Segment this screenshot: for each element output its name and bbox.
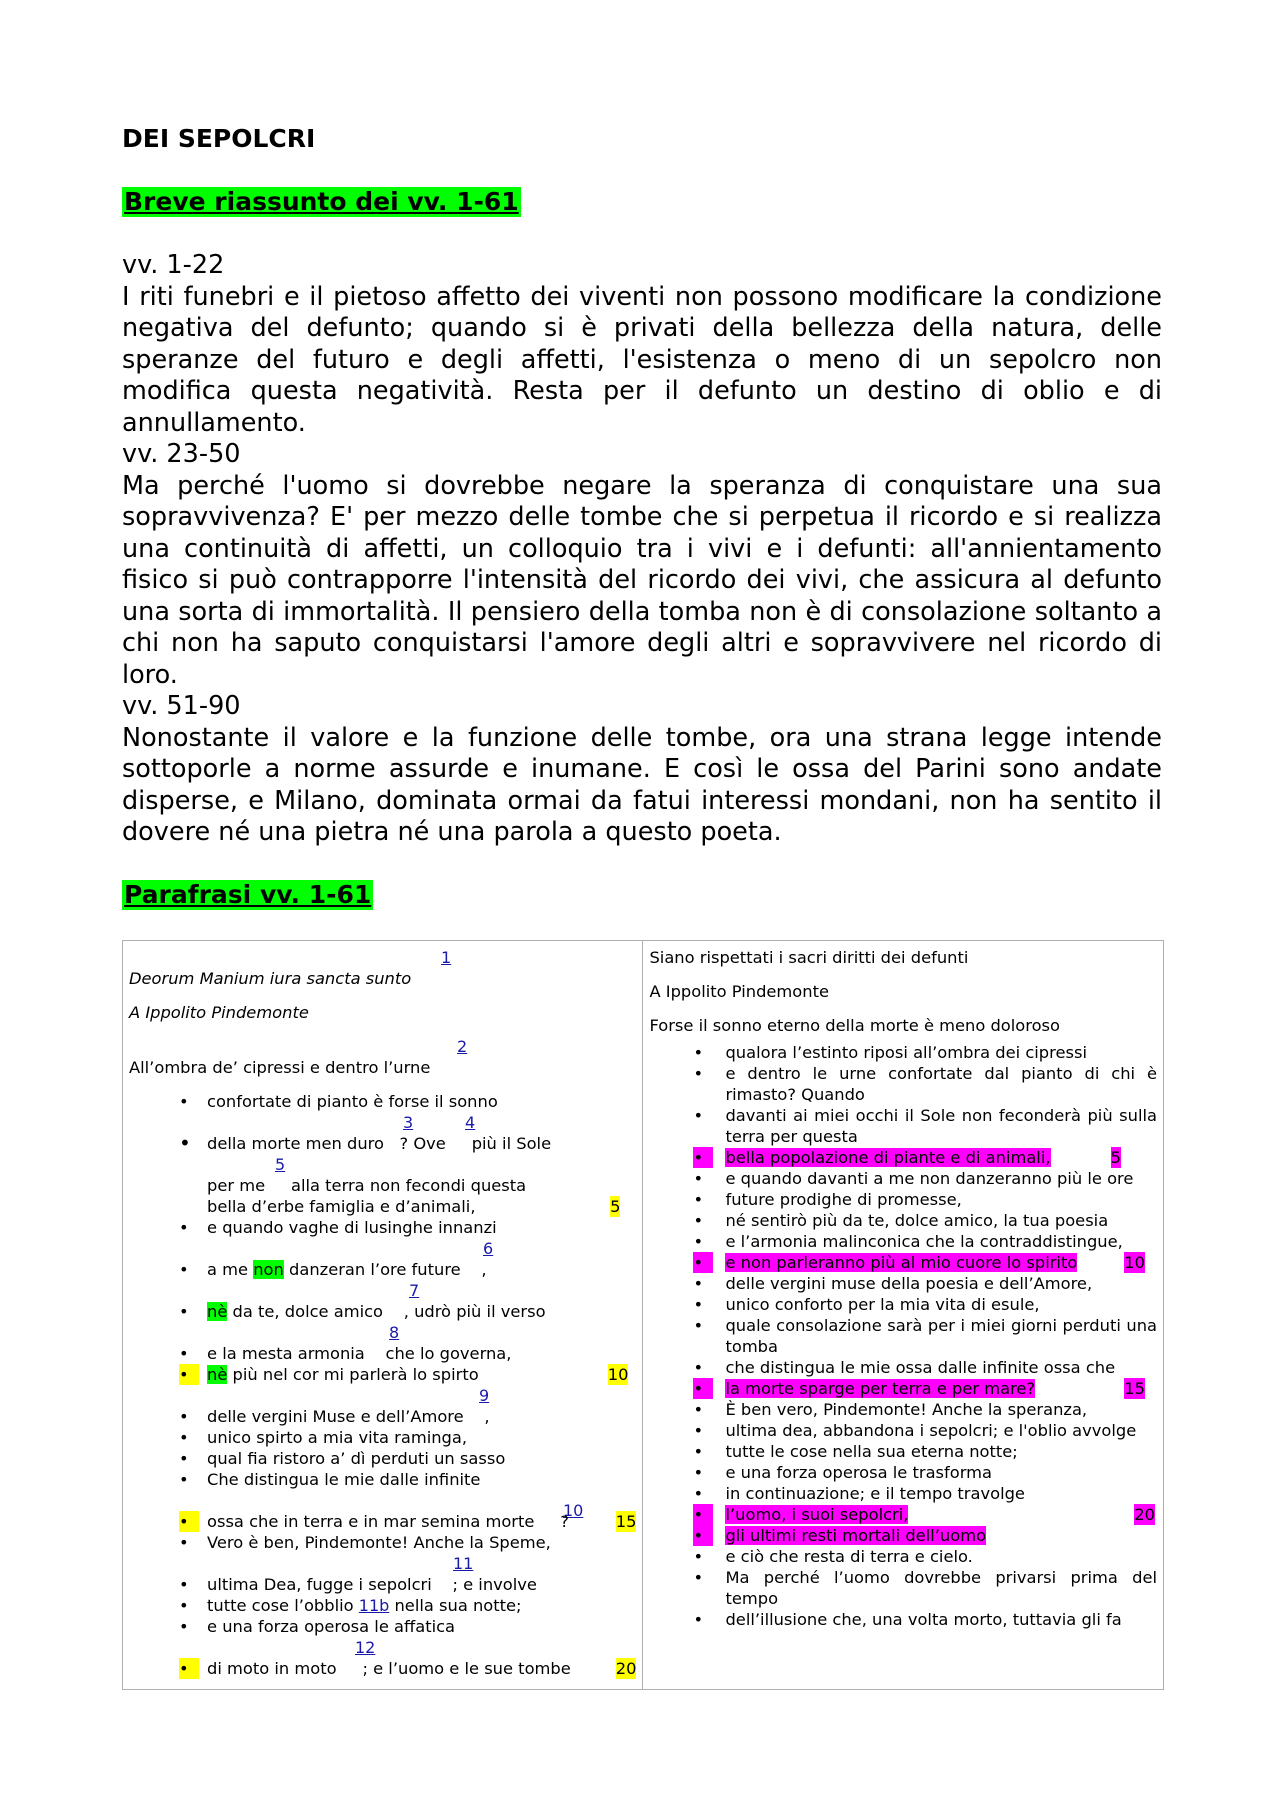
paraphrase-item: • che distingua le mie ossa dalle infinite ossa che bbox=[693, 1358, 1116, 1377]
footnote-row: 3 4 bbox=[403, 1113, 476, 1132]
footnote-row: 12 bbox=[355, 1638, 376, 1657]
verse-line: • confortate di pianto è forse il sonno bbox=[179, 1092, 498, 1111]
paraphrase-item: • e una forza operosa le trasforma bbox=[693, 1463, 992, 1482]
summary-paragraph: Nonostante il valore e la funzione delle tombe, ora una strana legge intende sottoporle a norme assurde e inumane. E così le ossa del Parini sono andate disperse, e Milano, dominata ormai da fatui interessi mondani, non ha sentito il dovere né una pietra né una parola a questo poeta. bbox=[122, 722, 1162, 847]
verse-range: vv. 51-90 bbox=[122, 691, 241, 721]
footnote-link[interactable]: 2 bbox=[457, 1037, 468, 1056]
verse-line: • e una forza operosa le affatica bbox=[179, 1617, 456, 1636]
paraphrase-item: • Ma perché l’uomo dovrebbe privarsi prima del tempo bbox=[693, 1568, 1157, 1608]
paraphrase-line: Siano rispettati i sacri diritti dei defunti bbox=[649, 948, 969, 967]
footnote-row: 8 bbox=[389, 1323, 400, 1342]
paraphrase-item: • né sentirò più da te, dolce amico, la tua poesia bbox=[693, 1211, 1109, 1230]
parafrasi-heading: Parafrasi vv. 1-61 bbox=[124, 880, 372, 909]
paraphrase-item: • dell’illusione che, una volta morto, tuttavia gli fa bbox=[693, 1610, 1122, 1629]
paraphrase-item: • e dentro le urne confortate dal pianto di chi è rimasto? Quando bbox=[693, 1064, 1157, 1104]
paraphrase-item: • e non parleranno più al mio cuore lo spirito 10 bbox=[693, 1253, 1145, 1272]
line-number: 5 bbox=[1110, 1148, 1121, 1167]
verse-line: per me alla terra non fecondi questa bbox=[207, 1176, 527, 1195]
verse-line: • nè più nel cor mi parlerà lo spirto 10 bbox=[179, 1365, 629, 1384]
verse-line: • della morte men duro ? Ove più il Sole bbox=[179, 1131, 552, 1155]
paraphrase-item: • bella popolazione di piante e di animali, 5 bbox=[693, 1148, 1121, 1167]
paraphrase-line: Forse il sonno eterno della morte è meno doloroso bbox=[649, 1016, 1060, 1035]
line-number: 20 bbox=[1134, 1505, 1155, 1524]
paraphrase-item: • quale consolazione sarà per i miei giorni perduti una tomba bbox=[693, 1316, 1157, 1356]
footnote-row: 6 bbox=[483, 1239, 494, 1258]
footnote-row: 10 bbox=[563, 1501, 584, 1520]
verse-line: • unico spirto a mia vita raminga, bbox=[179, 1428, 468, 1447]
paraphrase-item: • davanti ai miei occhi il Sole non feconderà più sulla terra per questa bbox=[693, 1106, 1157, 1146]
document-title: DEI SEPOLCRI bbox=[122, 124, 316, 153]
paraphrase-item: • qualora l’estinto riposi all’ombra dei cipressi bbox=[693, 1043, 1087, 1062]
paraphrase-item: • È ben vero, Pindemonte! Anche la speranza, bbox=[693, 1400, 1088, 1419]
paraphrase-item: • in continuazione; e il tempo travolge bbox=[693, 1484, 1025, 1503]
dedication: A Ippolito Pindemonte bbox=[129, 1003, 309, 1022]
paraphrase-item: • la morte sparge per terra e per mare? 15 bbox=[693, 1379, 1145, 1398]
paraphrase-item: • gli ultimi resti mortali dell’uomo bbox=[693, 1526, 987, 1545]
summary-paragraph: I riti funebri e il pietoso affetto dei viventi non possono modificare la condizione negativa del defunto; quando si è privati della bellezza della natura, delle speranze del futuro e degli affetti, l'esistenza o meno di un sepolcro non modifica questa negatività. Resta per il defunto un destino di oblio e di annullamento. bbox=[122, 281, 1162, 438]
paraphrase-item: • tutte le cose nella sua eterna notte; bbox=[693, 1442, 1018, 1461]
parafrasi-table bbox=[122, 940, 1164, 1690]
verse-line: • nè da te, dolce amico , udrò più il verso bbox=[179, 1302, 546, 1321]
paraphrase-item: • delle vergini muse della poesia e dell’Amore, bbox=[693, 1274, 1093, 1293]
verse-line: • a me non danzeran l’ore future , bbox=[179, 1260, 487, 1279]
verse-line: • delle vergini Muse e dell’Amore , bbox=[179, 1407, 490, 1426]
verse-line: • e la mesta armonia che lo governa, bbox=[179, 1344, 512, 1363]
paraphrase-item: • e ciò che resta di terra e cielo. bbox=[693, 1547, 973, 1566]
verse-line: All’ombra de’ cipressi e dentro l’urne bbox=[129, 1058, 431, 1077]
summary-heading: Breve riassunto dei vv. 1-61 bbox=[124, 187, 519, 216]
summary-paragraph: Ma perché l'uomo si dovrebbe negare la speranza di conquistare una sua sopravvivenza? E' per mezzo delle tombe che si perpetua il ricordo e si realizza una continuità di affetti, un colloquio tra i vivi e i defunti: all'annientamento fisico si può contrapporre l'intensità del ricordo dei vivi, che assicura al defunto una sorta di immortalità. Il pensiero della tomba non è di consolazione soltanto a chi non ha saputo conquistarsi l'amore degli altri e sopravvivere nel ricordo di loro. bbox=[122, 470, 1162, 690]
original-text-column bbox=[123, 941, 643, 1690]
paraphrase-item: • future prodighe di promesse, bbox=[693, 1190, 962, 1209]
verse-line: • Che distingua le mie dalle infinite bbox=[179, 1470, 481, 1489]
footnote-link[interactable]: 1 bbox=[441, 948, 452, 967]
line-number: 5 bbox=[610, 1197, 621, 1216]
verse-range: vv. 23-50 bbox=[122, 439, 241, 469]
paraphrase-item: • e quando davanti a me non danzeranno più le ore bbox=[693, 1169, 1134, 1188]
paraphrase-item: • unico conforto per la mia vita di esule, bbox=[693, 1295, 1040, 1314]
verse-line: • di moto in moto ; e l’uomo e le sue tombe 20 bbox=[179, 1659, 637, 1678]
paraphrase-column bbox=[643, 941, 1164, 1690]
footnote-row: 5 bbox=[275, 1155, 286, 1174]
paraphrase-line: A Ippolito Pindemonte bbox=[649, 982, 829, 1001]
verse-line: • Vero è ben, Pindemonte! Anche la Speme, bbox=[179, 1533, 551, 1552]
verse-line: bella d’erbe famiglia e d’animali, 5 bbox=[207, 1197, 621, 1216]
footnote-row: 11 bbox=[453, 1554, 474, 1573]
line-number: 10 bbox=[1124, 1253, 1145, 1272]
verse-line: • e quando vaghe di lusinghe innanzi bbox=[179, 1218, 497, 1237]
paraphrase-item: • l’uomo, i suoi sepolcri, 20 bbox=[693, 1505, 1155, 1524]
line-number: 20 bbox=[615, 1659, 637, 1678]
line-number: 10 bbox=[607, 1365, 629, 1384]
verse-line: • qual fia ristoro a’ dì perduti un sasso bbox=[179, 1449, 506, 1468]
verse-line: • ultima Dea, fugge i sepolcri ; e involve bbox=[179, 1575, 537, 1594]
paraphrase-item: • ultima dea, abbandona i sepolcri; e l'oblio avvolge bbox=[693, 1421, 1137, 1440]
footnote-row: 9 bbox=[479, 1386, 490, 1405]
summary-section bbox=[122, 250, 1162, 849]
verse-line: • tutte cose l’obblio 11b nella sua notte; bbox=[179, 1596, 522, 1615]
footnote-row: 7 bbox=[409, 1281, 420, 1300]
line-number: 15 bbox=[1124, 1379, 1145, 1398]
paraphrase-item: • e l’armonia malinconica che la contraddistingue, bbox=[693, 1232, 1123, 1251]
verse-line: • ossa che in terra e in mar semina morte ? 15 bbox=[179, 1512, 637, 1531]
verse-range: vv. 1-22 bbox=[122, 250, 225, 280]
epigraph: Deorum Manium iura sancta sunto bbox=[129, 969, 412, 988]
line-number: 15 bbox=[615, 1512, 637, 1531]
